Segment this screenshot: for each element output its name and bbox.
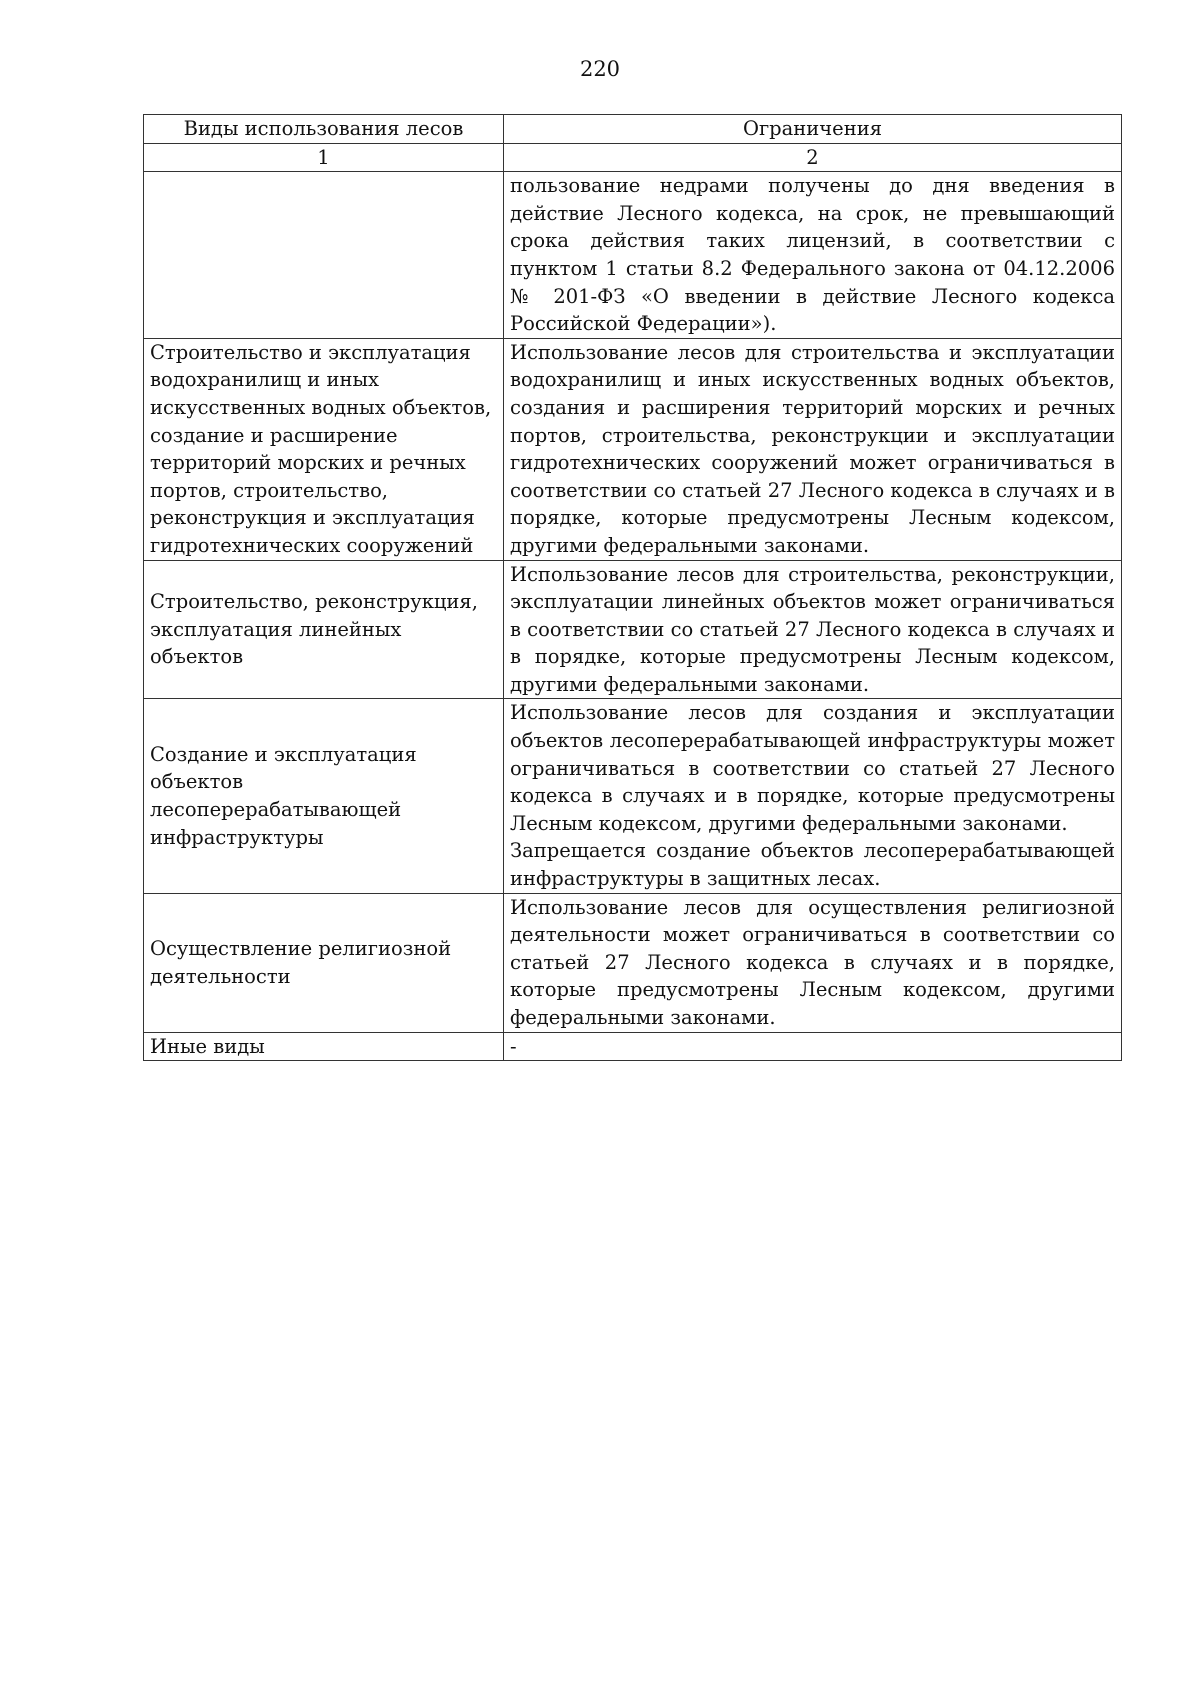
page-number: 220 [579, 57, 621, 81]
use-cell: Осуществление религиозной деятельности [144, 893, 504, 1032]
table-row [144, 172, 1122, 339]
restrictions-cell [504, 560, 1122, 699]
restriction-paragraph: Использование лесов для создания и эксплуатации объектов лесоперерабатывающей инфраструктуры может ограничиваться в соответствии со статьей 27 Лесного кодекса в случаях и в порядке, которые предусмотрены Лесным кодексом, другими федеральными законами. [510, 701, 1115, 835]
use-cell: Строительство и эксплуатация водохранилищ и иных искусственных водных объектов, создание и расширение территорий морских и речных портов, строительство, реконструкция и эксплуатация гидротехнических сооружений [144, 338, 504, 560]
restrictions-cell [504, 699, 1122, 893]
restriction-paragraph: пользование недрами получены до дня введения в действие Лесного кодекса, на срок, не превышающий срока действия таких лицензий, в соответствии с пунктом 1 статьи 8.2 Федерального закона от 04.12.2006 № 201-ФЗ «О введении в действие Лесного кодекса Российской Федерации»). [510, 174, 1115, 336]
header-restrictions: Ограничения [504, 115, 1122, 144]
use-cell: Иные виды [144, 1032, 504, 1061]
table-row [144, 338, 1122, 560]
header-forest-use-types: Виды использования лесов [144, 115, 504, 144]
table-row [144, 699, 1122, 893]
restrictions-cell [504, 1032, 1122, 1061]
table-row [144, 893, 1122, 1032]
restrictions-cell [504, 893, 1122, 1032]
restriction-paragraph: Использование лесов для строительства, реконструкции, эксплуатации линейных объектов может ограничиваться в соответствии со статьей 27 Лесного кодекса в случаях и в порядке, которые предусмотрены Лесным кодексом, другими федеральными законами. [510, 562, 1115, 696]
restrictions-cell [504, 172, 1122, 339]
forest-use-restrictions-table [143, 114, 1122, 1061]
table-header-row [144, 115, 1122, 144]
restriction-paragraph: Запрещается создание объектов лесоперерабатывающей инфраструктуры в защитных лесах. [510, 839, 1115, 891]
restriction-paragraph: Использование лесов для осуществления религиозной деятельности может ограничиваться в соответствии со статьей 27 Лесного кодекса в случаях и в порядке, которые предусмотрены Лесным кодексом, другими федеральными законами. [510, 895, 1115, 1029]
restriction-paragraph: Использование лесов для строительства и эксплуатации водохранилищ и иных искусственных водных объектов, создания и расширения территорий морских и речных портов, строительства, реконструкции и эксплуатации гидротехнических сооружений может ограничиваться в соответствии со статьей 27 Лесного кодекса в случаях и в порядке, которые предусмотрены Лесным кодексом, другими федеральными законами. [510, 340, 1115, 557]
column-number-2: 2 [504, 143, 1122, 172]
use-cell: Создание и эксплуатация объектов лесоперерабатывающей инфраструктуры [144, 699, 504, 893]
use-cell [144, 172, 504, 339]
restrictions-cell [504, 338, 1122, 560]
column-number-1: 1 [144, 143, 504, 172]
use-cell: Строительство, реконструкция, эксплуатация линейных объектов [144, 560, 504, 699]
table-row [144, 1032, 1122, 1061]
restriction-paragraph: - [510, 1034, 517, 1058]
table-row [144, 560, 1122, 699]
column-number-row [144, 143, 1122, 172]
